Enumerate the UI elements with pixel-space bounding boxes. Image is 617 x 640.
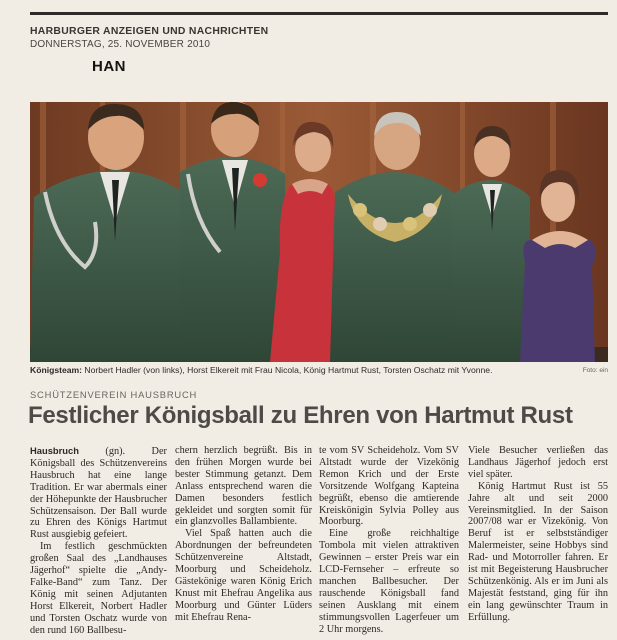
- newspaper-masthead: HARBURGER ANZEIGEN UND NACHRICHTEN: [30, 26, 269, 37]
- paragraph: Im festlich geschmückten großen Saal des „Landhauses Jägerhof“ spielte die „Andy-Falke-Band“ zum Tanz. Der König mit seinen Adjutanten Horst Elkereit, Norbert Hadler und Torsten Oschatz wurde von den rund 160 Ballbesu-: [30, 541, 167, 636]
- paragraph-text: (gn). Der Königsball des Schützenvereins Hausbruch hat eine lange Tradition. Er war abermals einer der Höhepunkte der Hausbrucher Schützensaison. Der Ball wurde zu Ehren des Königs Hartmut Rust ausgiebig gefeiert.: [30, 446, 167, 541]
- caption-text: Norbert Hadler (von links), Horst Elkereit mit Frau Nicola, König Hartmut Rust, Torsten Oschatz mit Yvonne.: [82, 365, 493, 375]
- paragraph: Eine große reichhaltige Tombola mit vielen attraktiven Gewinnen – erster Preis war ein LCD-Fernseher – erfreute so manchen Ballbesucher. Der rauschende Königsball fand seinen Ausklang mit einem stimmungsvollen Lagerfeuer um 2 Uhr morgens.: [319, 528, 459, 635]
- photo-caption: [30, 365, 608, 375]
- article-column-4: [468, 445, 608, 624]
- article-headline: Festlicher Königsball zu Ehren von Hartmut Rust: [28, 402, 573, 429]
- group-photo: [30, 102, 608, 362]
- paragraph: König Hartmut Rust ist 55 Jahre alt und seit 2000 Vereinsmitglied. In der Saison 2007/08 war er Vizekönig. Von Beruf ist er selbstständiger Malermeister, seine Hobbys sind Rad- und Motorroller fahren. Er ist mit Begeisterung Hausbrucher Schützenkönig. Als er im Juni als Majestät feststand, ging für ihn ein lang gewünschter Traum in Erfüllung.: [468, 480, 608, 623]
- article-column-2: [175, 445, 312, 624]
- paragraph: Viel Spaß hatten auch die Abordnungen der befreundeten Schützenvereine Altstadt, Moorburg und Scheideholz. Gästekönige waren König Erich Knust mit Ehefrau Angelika aus Moorburg und Günter Lüders mit Ehefrau Rena-: [175, 528, 312, 623]
- caption-lead: Königsteam:: [30, 365, 83, 375]
- paragraph: te vom SV Scheideholz. Vom SV Altstadt wurde der Vizekönig Remon Krich und der Erste Vorsitzende Wolfgang Kapteina begrüßt, ebenso die amtierende Kreiskönigin Sylvia Polley aus Moorburg.: [319, 445, 459, 528]
- article-kicker: SCHÜTZENVEREIN HAUSBRUCH: [30, 389, 198, 400]
- article-column-3: [319, 445, 459, 636]
- paragraph: chern herzlich begrüßt. Bis in den frühen Morgen wurde bei bester Stimmung getanzt. Dem Anlass entsprechend waren die Damen besonders festlich gekleidet und sorgten somit für ein glanzvolles Ballambiente.: [175, 445, 312, 528]
- paragraph: Viele Besucher verließen das Landhaus Jägerhof jedoch erst viel später.: [468, 445, 608, 480]
- paragraph: [30, 445, 167, 541]
- edition-label: HAN: [92, 58, 126, 75]
- photo-credit: Foto: ein: [582, 367, 608, 374]
- top-rule: [30, 12, 608, 15]
- article-column-1: [30, 445, 167, 637]
- article-dateline: Hausbruch: [30, 445, 79, 456]
- issue-date: DONNERSTAG, 25. NOVEMBER 2010: [30, 39, 211, 50]
